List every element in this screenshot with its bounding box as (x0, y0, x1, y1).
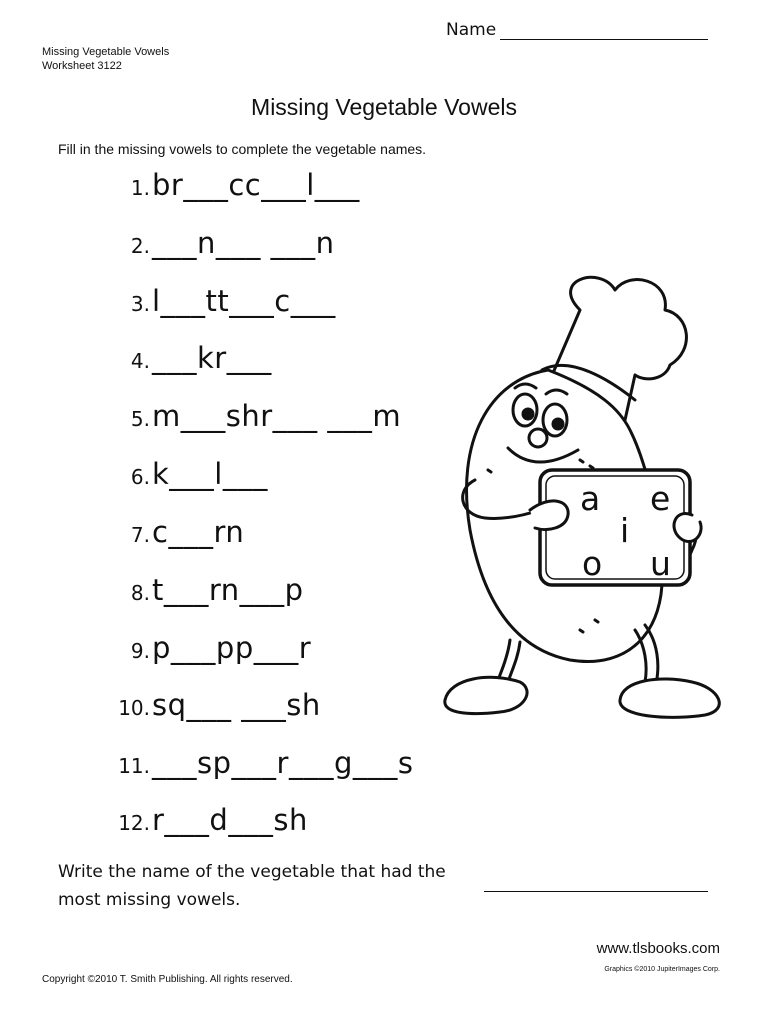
list-item[interactable] (112, 631, 311, 671)
name-write-line[interactable] (500, 39, 708, 40)
item-number: 1. (130, 176, 150, 200)
item-word: k___l___ (152, 457, 268, 491)
sign-vowel-a: a (580, 479, 601, 518)
answer-write-line[interactable] (484, 891, 708, 892)
item-number: 8. (130, 581, 150, 605)
list-item[interactable] (112, 399, 401, 439)
item-word: ___n___ ___n (152, 226, 335, 260)
list-item[interactable] (112, 226, 334, 266)
sign-vowel-u: u (650, 544, 671, 583)
worksheet-small-title: Missing Vegetable Vowels (42, 46, 170, 58)
worksheet-number: Worksheet 3122 (42, 60, 122, 72)
list-item[interactable] (112, 803, 308, 843)
list-item[interactable] (112, 515, 244, 555)
item-number: 12. (118, 811, 150, 835)
item-word: ___sp___r___g___s (152, 746, 414, 780)
list-item[interactable] (112, 457, 268, 497)
item-word: sq___ ___sh (152, 688, 321, 722)
item-number: 7. (130, 523, 150, 547)
item-number: 4. (130, 349, 150, 373)
list-item[interactable] (112, 168, 360, 208)
item-word: r___d___sh (152, 803, 308, 837)
item-word: l___tt___c___ (152, 284, 336, 318)
item-number: 3. (130, 292, 150, 316)
item-number: 10. (118, 696, 150, 720)
item-word: c___rn (152, 515, 245, 549)
list-item[interactable] (112, 688, 321, 728)
item-number: 6. (130, 465, 150, 489)
item-number: 9. (130, 639, 150, 663)
item-word: m___shr___ ___m (152, 399, 402, 433)
final-question-line2: most missing vowels. (58, 890, 241, 910)
instructions: Fill in the missing vowels to complete the vegetable names. (58, 141, 427, 157)
list-item[interactable] (112, 746, 413, 786)
list-item[interactable] (112, 573, 304, 613)
copyright-notice: Copyright ©2010 T. Smith Publishing. All rights reserved. (42, 974, 293, 985)
item-number: 2. (130, 234, 150, 258)
item-word: br___cc___l___ (152, 168, 360, 202)
vegetable-chef-icon (430, 270, 740, 740)
item-number: 5. (130, 407, 150, 431)
final-question-line1: Write the name of the vegetable that had the (58, 862, 446, 882)
list-item[interactable] (112, 341, 272, 381)
sign-vowel-i: i (620, 511, 630, 550)
item-word: p___pp___r (152, 631, 312, 665)
item-word: ___kr___ (152, 341, 272, 375)
sign-vowel-o: o (582, 544, 603, 583)
item-number: 11. (118, 754, 150, 778)
graphics-credit: Graphics ©2010 JupiterImages Corp. (604, 966, 720, 973)
page-title: Missing Vegetable Vowels (251, 94, 517, 120)
website-link[interactable]: www.tlsbooks.com (596, 940, 720, 957)
sign-vowel-e: e (650, 479, 671, 518)
item-word: t___rn___p (152, 573, 304, 607)
name-label: Name (446, 20, 497, 40)
list-item[interactable] (112, 284, 336, 324)
